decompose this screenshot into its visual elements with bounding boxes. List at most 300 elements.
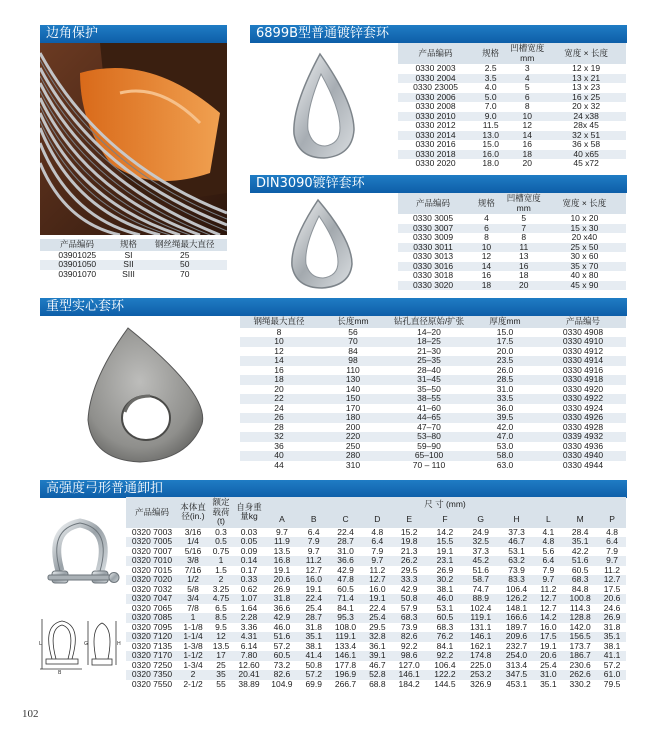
shackle-cell: 0320 7003 [126,528,178,538]
solid-cell: 36.0 [470,404,540,414]
thimble6899-cell: 16 [508,140,546,150]
thimble6899-cell: 5 [508,83,546,93]
shackle-cell: 25.4 [300,604,328,614]
shackle-cell: 177.8 [328,661,364,671]
shackle-cell: 19.1 [363,594,391,604]
shackle-cell: 35.1 [562,537,598,547]
corner-cell: 03901070 [40,270,115,280]
solid-cell: 14–20 [388,328,470,338]
solid-cell: 56 [318,328,388,338]
thimble6899-cell: 24 x38 [546,112,626,122]
solid-cell: 59–90 [388,442,470,452]
thimble6899-cell: 10 [508,112,546,122]
shackle-cell: 12.7 [534,594,562,604]
shackle-cell: 6.5 [208,604,234,614]
thimble6899-cell: 0330 23005 [398,83,473,93]
shackle-cell: 0320 7085 [126,613,178,623]
solid-cell: 14 [240,356,318,366]
thimble6899-cell: 9.0 [473,112,508,122]
shackle-cell: 41.1 [598,651,626,661]
shackle-cell: 5.6 [534,547,562,557]
shackle-cell: 29.5 [391,566,427,576]
shackle-cell: 61.0 [598,670,626,680]
shackle-cell: 24.6 [598,604,626,614]
shackle-header-load: 额定载荷(t) [208,497,234,528]
shackle-cell: 0.33 [234,575,264,585]
thimble3090-photo [270,196,380,292]
thimble6899-section-title [250,25,627,43]
thimble6899-cell: 12 [508,121,546,131]
shackle-cell: 46.0 [264,623,300,633]
shackle-cell: 53.1 [499,547,535,557]
thimble3090-cell: 0330 3016 [398,262,468,272]
shackle-cell: 98.6 [391,651,427,661]
shackle-cell: 0320 7550 [126,680,178,690]
shackle-cell: 0320 7065 [126,604,178,614]
shackle-cell: 106.4 [499,585,535,595]
shackle-cell: 21.3 [391,547,427,557]
shackle-table [126,497,626,689]
solid-cell: 33.5 [470,394,540,404]
shackle-cell: 25.4 [534,661,562,671]
shackle-cell: 254.0 [499,651,535,661]
svg-text:G: G [84,641,88,647]
solid-cell: 16 [240,366,318,376]
shackle-cell: 0.05 [234,537,264,547]
shackle-cell: 2 [178,670,208,680]
shackle-cell: 84.8 [562,585,598,595]
shackle-cell: 37.3 [499,528,535,538]
shackle-cell: 142.0 [562,623,598,633]
solid-cell: 0330 4912 [540,347,626,357]
solid-header-rope: 钢绳最大直径 [240,316,318,328]
thimble6899-cell: 16 x 25 [546,93,626,103]
shackle-cell: 38.1 [598,642,626,652]
shackle-cell: 106.4 [427,661,463,671]
shackle-cell: 4.8 [598,528,626,538]
shackle-cell: 46.7 [499,537,535,547]
shackle-cell: 12.7 [300,566,328,576]
thimble3090-cell: 25 x 50 [543,243,626,253]
solid-cell: 70 – 110 [388,461,470,471]
solid-cell: 17.5 [470,337,540,347]
shackle-cell: 16.0 [300,575,328,585]
shackle-cell: 28.4 [562,528,598,538]
shackle-cell: 52.8 [363,670,391,680]
shackle-cell: 84.1 [328,604,364,614]
shackle-cell: 1.07 [234,594,264,604]
shackle-cell: 31.8 [598,623,626,633]
shackle-cell: 6.4 [534,556,562,566]
shackle-cell: 347.5 [499,670,535,680]
shackle-cell: 11.2 [598,566,626,576]
shackle-cell: 13.5 [264,547,300,557]
shackle-cell: 3.25 [208,585,234,595]
shackle-cell: 127.0 [391,661,427,671]
solid-cell: 220 [318,432,388,442]
shackle-row [126,680,626,690]
shackle-cell: 22.4 [363,604,391,614]
shackle-cell: 69.9 [300,680,328,690]
thimble3090-cell: 16 [505,262,543,272]
shackle-dim-header-h: H [499,512,535,527]
shackle-dim-header-e: E [391,512,427,527]
thimble3090-cell: 0330 3009 [398,233,468,243]
shackle-cell: 73.2 [264,661,300,671]
shackle-cell: 63.2 [499,556,535,566]
shackle-cell: 13.5 [208,642,234,652]
solid-cell: 0330 4944 [540,461,626,471]
solid-cell: 280 [318,451,388,461]
shackle-cell: 128.8 [562,613,598,623]
thimble3090-row [398,281,626,291]
shackle-cell: 38.1 [300,642,328,652]
shackle-cell: 1-1/2 [178,651,208,661]
solid-cell: 22 [240,394,318,404]
thimble3090-cell: 18 [468,281,505,291]
solid-cell: 150 [318,394,388,404]
shackle-cell: 73.9 [391,623,427,633]
shackle-cell: 12.7 [534,604,562,614]
thimble6899-cell: 0330 2018 [398,150,473,160]
thimble6899-cell: 40 x65 [546,150,626,160]
shackle-cell: 209.6 [499,632,535,642]
thimble3090-cell: 45 x 90 [543,281,626,291]
thimble6899-cell: 8 [508,102,546,112]
shackle-cell: 60.5 [562,566,598,576]
shackle-cell: 95.3 [328,613,364,623]
solid-cell: 0330 4916 [540,366,626,376]
shackle-cell: 9.7 [534,575,562,585]
solid-cell: 0330 4926 [540,413,626,423]
shackle-cell: 17.5 [598,585,626,595]
shackle-cell: 19.1 [264,566,300,576]
solid-cell: 31–45 [388,375,470,385]
shackle-cell: 0320 7020 [126,575,178,585]
thimble3090-header-code: 产品编码 [398,193,468,214]
thimble6899-cell: 36 x 58 [546,140,626,150]
shackle-cell: 35.1 [534,680,562,690]
thimble6899-cell: 11.5 [473,121,508,131]
thimble6899-cell: 16.0 [473,150,508,160]
shackle-cell: 144.5 [427,680,463,690]
thimble6899-cell: 13 x 21 [546,74,626,84]
thimble3090-cell: 35 x 70 [543,262,626,272]
svg-text:B: B [58,670,62,675]
thimble3090-cell: 4 [468,214,505,224]
shackle-cell: 20.6 [598,594,626,604]
solid-cell: 170 [318,404,388,414]
shackle-header-diameter: 本体直径(in.) [178,497,208,528]
shackle-dim-header-g: G [463,512,499,527]
solid-cell: 44 [240,461,318,471]
thimble3090-header-groove: 凹槽宽度mm [506,193,541,213]
shackle-cell: 4.8 [534,537,562,547]
shackle-cell: 162.1 [463,642,499,652]
thimble3090-cell: 16 [468,271,505,281]
shackle-cell: 7/16 [178,566,208,576]
shackle-cell: 126.2 [499,594,535,604]
shackle-cell: 92.2 [391,642,427,652]
shackle-cell: 57.2 [300,670,328,680]
solid-cell: 40 [240,451,318,461]
shackle-cell: 68.3 [391,613,427,623]
shackle-cell: 9.7 [300,547,328,557]
shackle-cell: 46.7 [363,661,391,671]
corner-section-title [40,25,227,43]
solid-cell: 20.0 [470,347,540,357]
shackle-cell: 0.5 [208,537,234,547]
shackle-dim-header-m: M [562,512,598,527]
shackle-cell: 0.75 [208,547,234,557]
shackle-cell: 84.1 [427,642,463,652]
shackle-cell: 0320 7005 [126,537,178,547]
shackle-cell: 31.8 [264,594,300,604]
solid-cell: 31.0 [470,385,540,395]
solid-cell: 180 [318,413,388,423]
shackle-cell: 0.3 [208,528,234,538]
shackle-cell: 38.1 [427,585,463,595]
solid-cell: 0330 4920 [540,385,626,395]
shackle-cell: 0320 7015 [126,566,178,576]
solid-cell: 65–100 [388,451,470,461]
shackle-cell: 4.8 [363,528,391,538]
shackle-cell: 7.80 [234,651,264,661]
shackle-cell: 39.1 [363,651,391,661]
shackle-cell: 45.2 [463,556,499,566]
solid-cell: 0339 4932 [540,432,626,442]
solid-cell: 10 [240,337,318,347]
thimble6899-cell: 18.0 [473,159,508,169]
shackle-cell: 50.8 [391,594,427,604]
solid-cell: 25–35 [388,356,470,366]
solid-cell: 58.0 [470,451,540,461]
shackle-cell: 57.9 [391,604,427,614]
shackle-cell: 14.2 [534,613,562,623]
shackle-cell: 114.3 [562,604,598,614]
solid-header-length: 长度mm [318,316,388,328]
solid-cell: 140 [318,385,388,395]
shackle-cell: 5/16 [178,547,208,557]
shackle-cell: 174.8 [463,651,499,661]
shackle-dimension-diagram [38,615,122,675]
solid-cell: 0330 4910 [540,337,626,347]
shackle-cell: 37.3 [463,547,499,557]
shackle-cell: 58.7 [463,575,499,585]
shackle-cell: 19.1 [300,585,328,595]
shackle-cell: 146.1 [391,670,427,680]
solid-cell: 20 [240,385,318,395]
thimble3090-cell: 15 x 30 [543,224,626,234]
thimble3090-cell: 0330 3020 [398,281,468,291]
solid-cell: 0330 4940 [540,451,626,461]
shackle-cell: 41.4 [300,651,328,661]
shackle-dim-header-a: A [264,512,300,527]
shackle-cell: 82.6 [264,670,300,680]
shackle-cell: 330.2 [562,680,598,690]
solid-cell: 36 [240,442,318,452]
solid-cell: 200 [318,423,388,433]
shackle-cell: 26.9 [264,585,300,595]
solid-cell: 28–40 [388,366,470,376]
shackle-cell: 6.4 [363,537,391,547]
shackle-cell: 0.03 [234,528,264,538]
solid-cell: 53.0 [470,442,540,452]
shackle-cell: 12 [208,632,234,642]
thimble6899-cell: 45 x72 [546,159,626,169]
thimble6899-cell: 4.0 [473,83,508,93]
shackle-cell: 24.9 [463,528,499,538]
shackle-cell: 30.2 [427,575,463,585]
shackle-cell: 11.9 [264,537,300,547]
shackle-cell: 11.2 [300,556,328,566]
shackle-cell: 20.6 [264,575,300,585]
shackle-cell: 7.9 [598,547,626,557]
solid-cell: 0330 4928 [540,423,626,433]
shackle-cell: 1-3/8 [178,642,208,652]
corner-header-diameter: 钢丝绳最大直径 [142,239,227,251]
shackle-cell: 76.2 [427,632,463,642]
shackle-cell: 119.1 [328,632,364,642]
shackle-cell: 1/4 [178,537,208,547]
thimble6899-cell: 0330 2003 [398,64,473,74]
thimble6899-cell: 14 [508,131,546,141]
thimble6899-row [398,159,626,169]
shackle-cell: 1/2 [178,575,208,585]
solid-cell: 47.0 [470,432,540,442]
solid-cell: 84 [318,347,388,357]
shackle-cell: 119.1 [463,613,499,623]
shackle-cell: 25 [208,661,234,671]
shackle-cell: 313.4 [499,661,535,671]
thimble6899-header-size: 宽度 × 长度 [546,43,626,64]
solid-cell: 63.0 [470,461,540,471]
shackle-cell: 0320 7032 [126,585,178,595]
shackle-cell: 14.2 [427,528,463,538]
thimble3090-cell: 30 x 60 [543,252,626,262]
shackle-cell: 19.1 [534,642,562,652]
thimble6899-header-groove: 凹槽宽度mm [510,43,545,63]
thimble6899-photo [270,46,380,166]
shackle-cell: 1 [178,613,208,623]
solid-cell: 0330 4918 [540,375,626,385]
shackle-cell: 36.1 [363,642,391,652]
solid-header-code: 产品编号 [540,316,626,328]
thimble6899-cell: 0330 2006 [398,93,473,103]
thimble3090-cell: 8 [468,233,505,243]
solid-cell: 41–60 [388,404,470,414]
shackle-cell: 42.9 [264,613,300,623]
shackle-cell: 189.7 [499,623,535,633]
solid-cell: 0330 4922 [540,394,626,404]
shackle-cell: 26.2 [391,556,427,566]
thimble6899-cell: 12 x 19 [546,64,626,74]
shackle-cell: 20.6 [534,651,562,661]
shackle-dim-header-p: P [598,512,626,527]
solid-cell: 0330 4936 [540,442,626,452]
shackle-cell: 1-1/4 [178,632,208,642]
thimble6899-cell: 13 x 23 [546,83,626,93]
thimble6899-cell: 4 [508,74,546,84]
solid-cell: 42.0 [470,423,540,433]
solid-cell: 24 [240,404,318,414]
shackle-cell: 326.9 [463,680,499,690]
shackle-cell: 35.1 [598,632,626,642]
thimble6899-cell: 3.5 [473,74,508,84]
shackle-cell: 26.9 [427,566,463,576]
shackle-cell: 38.89 [234,680,264,690]
shackle-title-text: 高强度弓形普通卸扣 [46,481,164,496]
solid-cell: 44–65 [388,413,470,423]
shackle-cell: 17 [208,651,234,661]
corner-header-spec: 规格 [115,239,143,251]
solid-section-title [40,298,627,316]
solid-cell: 23.5 [470,356,540,366]
corner-cell: SII [115,260,143,270]
thimble3090-cell: 0330 3018 [398,271,468,281]
shackle-cell: 3/8 [178,556,208,566]
solid-cell: 250 [318,442,388,452]
shackle-cell: 186.7 [562,651,598,661]
shackle-cell: 7/8 [178,604,208,614]
shackle-cell: 73.9 [499,566,535,576]
shackle-cell: 12.7 [363,575,391,585]
corner-cell: 03901050 [40,260,115,270]
shackle-cell: 50.8 [300,661,328,671]
shackle-cell: 29.5 [363,623,391,633]
shackle-cell: 51.6 [562,556,598,566]
solid-cell: 32 [240,432,318,442]
thimble3090-section-title [250,175,627,193]
shackle-cell: 60.5 [427,613,463,623]
shackle-cell: 57.2 [598,661,626,671]
corner-cell: 03901025 [40,251,115,261]
shackle-cell: 0320 7350 [126,670,178,680]
thimble6899-cell: 28x 45 [546,121,626,131]
thimble6899-table [398,43,626,169]
corner-cell: 70 [142,270,227,280]
thimble6899-cell: 0330 2010 [398,112,473,122]
corner-cell: SI [115,251,143,261]
shackle-cell: 42.9 [328,566,364,576]
shackle-cell: 31.0 [328,547,364,557]
thimble3090-cell: 0330 3013 [398,252,468,262]
shackle-cell: 83.3 [499,575,535,585]
shackle-cell: 55 [208,680,234,690]
solid-cell: 18–25 [388,337,470,347]
shackle-header-weight: 自身重量kg [234,497,264,528]
thimble3090-cell: 7 [505,224,543,234]
corner-table [40,239,227,279]
shackle-cell: 19.8 [391,537,427,547]
shackle-cell: 57.2 [264,642,300,652]
shackle-cell: 9.5 [208,623,234,633]
shackle-cell: 28.7 [328,537,364,547]
shackle-cell: 196.9 [328,670,364,680]
shackle-cell: 133.4 [328,642,364,652]
shackle-cell: 232.7 [499,642,535,652]
shackle-cell: 31.0 [534,670,562,680]
solid-cell: 35–50 [388,385,470,395]
corner-cell: SIII [115,270,143,280]
shackle-dim-header-l: L [534,512,562,527]
thimble3090-cell: 18 [505,271,543,281]
shackle-cell: 166.6 [499,613,535,623]
shackle-cell: 82.6 [391,632,427,642]
shackle-cell: 9.7 [598,556,626,566]
shackle-cell: 15.5 [427,537,463,547]
shackle-cell: 453.1 [499,680,535,690]
